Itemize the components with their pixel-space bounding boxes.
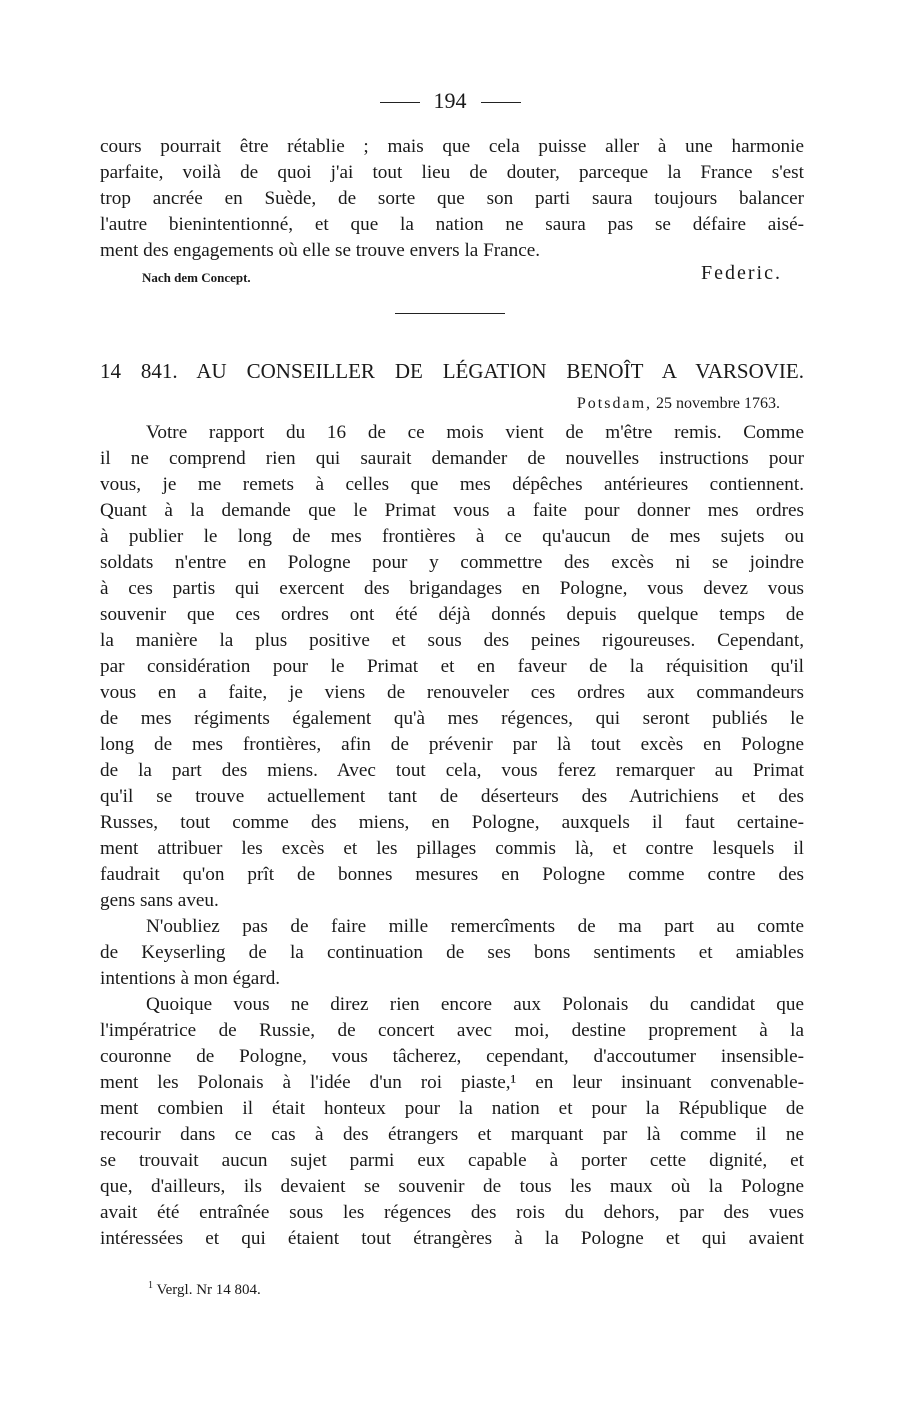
signature: Federic.	[701, 262, 782, 284]
text-line: ment les Polonais à l'idée d'un roi piaste,¹ en leur insinuant convenable-	[100, 1072, 804, 1093]
page-number-right-dash	[481, 102, 521, 103]
text-line: avait été entraînée sous les régences des rois du dehors, par des vues	[100, 1202, 804, 1223]
dateline-date: 25 novembre 1763.	[652, 395, 780, 412]
text-line: vous, je me remets à celles que mes dépêches antérieures contiennent.	[100, 474, 804, 495]
footnote-marker: 1	[148, 1280, 153, 1291]
text-line: intéressées et qui étaient tout étrangères à la Pologne et qui avaient	[100, 1228, 804, 1249]
text-line: ment des engagements où elle se trouve envers la France.	[100, 240, 541, 261]
text-line: à ces partis qui exercent des brigandages en Pologne, vous devez vous	[100, 578, 804, 599]
footnote	[148, 1280, 261, 1299]
dateline-place: Potsdam,	[576, 395, 653, 412]
text-line: ment attribuer les excès et les pillages commis là, et contre lesquels il	[100, 838, 804, 859]
text-line: trop ancrée en Suède, de sorte que son parti saura toujours balancer	[100, 188, 804, 209]
dateline	[500, 395, 780, 413]
text-line: long de mes frontières, afin de prévenir par là tout excès en Pologne	[100, 734, 804, 755]
footnote-text: Vergl. Nr 14 804.	[153, 1282, 261, 1298]
text-line: qu'il se trouve actuellement tant de déserteurs des Autrichiens et des	[100, 786, 804, 807]
text-line: l'autre bienintentionné, et que la nation ne saura pas se défaire aisé-	[100, 214, 804, 235]
text-line: Votre rapport du 16 de ce mois vient de m'être remis. Comme	[146, 422, 804, 443]
text-line: souvenir que ces ordres ont été déjà donnés depuis quelque temps de	[100, 604, 804, 625]
text-line: gens sans aveu.	[100, 890, 219, 911]
text-line: faudrait qu'on prît de bonnes mesures en Pologne comme contre des	[100, 864, 804, 885]
text-line: intentions à mon égard.	[100, 968, 281, 989]
text-line: couronne de Pologne, vous tâcherez, cependant, d'accoutumer insensible-	[100, 1046, 804, 1067]
text-line: Quant à la demande que le Primat vous a faite pour donner mes ordres	[100, 500, 804, 521]
text-line: l'impératrice de Russie, de concert avec moi, destine proprement à la	[100, 1020, 804, 1041]
text-line: cours pourrait être rétablie ; mais que cela puisse aller à une harmonie	[100, 136, 804, 157]
text-line: de la part des miens. Avec tout cela, vous ferez remarquer au Primat	[100, 760, 804, 781]
concept-note: Nach dem Concept.	[142, 270, 251, 285]
text-line: à publier le long de mes frontières à ce qu'aucun de mes sujets ou	[100, 526, 804, 547]
text-line: se trouvait aucun sujet parmi eux capable à porter cette dignité, et	[100, 1150, 804, 1171]
letter-heading: 14 841. AU CONSEILLER DE LÉGATION BENOÎT A VARSOVIE.	[100, 359, 804, 383]
text-line: Russes, tout comme des miens, en Pologne, auxquels il faut certaine-	[100, 812, 804, 833]
text-line: la manière la plus positive et sous des peines rigoureuses. Cependant,	[100, 630, 804, 651]
text-line: il ne comprend rien qui saurait demander de nouvelles instructions pour	[100, 448, 804, 469]
text-line: N'oubliez pas de faire mille remercîments de ma part au comte	[146, 916, 804, 937]
paragraph-1	[100, 420, 804, 914]
text-line: Quoique vous ne direz rien encore aux Polonais du candidat que	[146, 994, 804, 1015]
paragraph-2	[100, 914, 804, 992]
page-number-text: 194	[433, 88, 467, 113]
text-line: parfaite, voilà de quoi j'ai tout lieu de douter, parceque la France s'est	[100, 162, 804, 183]
text-line: de mes régiments également qu'à mes régences, qui seront publiés le	[100, 708, 804, 729]
text-line: vous en a faite, je viens de renouveler ces ordres aux commandeurs	[100, 682, 804, 703]
page-number	[0, 88, 900, 114]
signature-row	[142, 262, 782, 292]
section-divider	[395, 313, 505, 314]
text-line: de Keyserling de la continuation de ses bons sentiments et amiables	[100, 942, 804, 963]
text-line: ment combien il était honteux pour la nation et pour la République de	[100, 1098, 804, 1119]
paragraph-3	[100, 992, 804, 1252]
page-number-left-dash	[380, 102, 420, 103]
text-line: recourir dans ce cas à des étrangers et marquant par là comme il ne	[100, 1124, 804, 1145]
text-line: que, d'ailleurs, ils devaient se souvenir de tous les maux où la Pologne	[100, 1176, 804, 1197]
continuation-text	[100, 134, 804, 264]
text-line: soldats n'entre en Pologne pour y commettre des excès ni se joindre	[100, 552, 804, 573]
text-line: par considération pour le Primat et en faveur de la réquisition qu'il	[100, 656, 804, 677]
